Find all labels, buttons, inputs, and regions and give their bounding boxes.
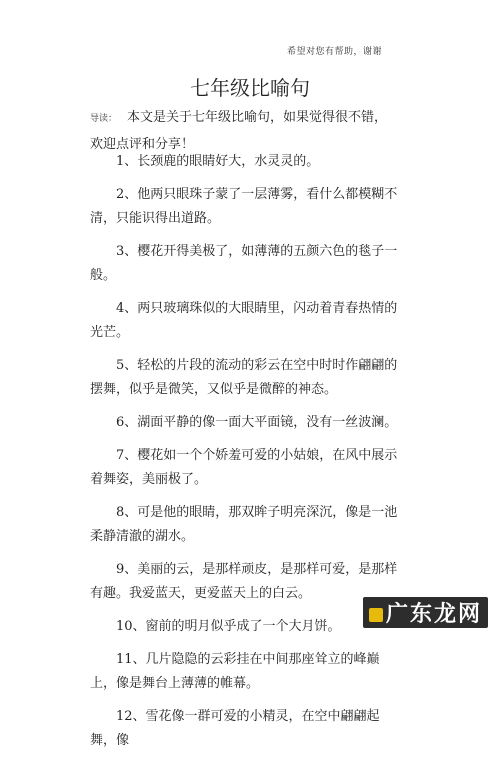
simile-list <box>90 150 400 762</box>
list-item: 3、樱花开得美极了，如薄薄的五颜六色的毯子一般。 <box>90 244 398 283</box>
page-title: 七年级比喻句 <box>190 76 310 100</box>
watermark-icon <box>369 608 383 622</box>
watermark-text: 广东龙网 <box>385 601 482 627</box>
list-item: 10、窗前的明月似乎成了一个大月饼。 <box>116 619 341 634</box>
list-item: 9、美丽的云，是那样顽皮，是那样可爱，是那样有趣。我爱蓝天，更爱蓝天上的白云。 <box>90 562 398 601</box>
list-item: 11、几片隐隐的云彩挂在中间那座耸立的峰巅上，像是舞台上薄薄的帷幕。 <box>90 652 380 691</box>
intro-label: 导读： <box>90 114 118 124</box>
list-item: 8、可是他的眼睛，那双眸子明亮深沉，像是一池柔静清澈的湖水。 <box>90 505 398 544</box>
list-item: 1、长颈鹿的眼睛好大，水灵灵的。 <box>116 154 320 169</box>
list-item: 4、两只玻璃珠似的大眼睛里，闪动着青春热情的光芒。 <box>90 301 398 340</box>
list-item: 2、他两只眼珠子蒙了一层薄雾，看什么都模糊不清，只能识得出道路。 <box>90 187 398 226</box>
list-item: 12、雪花像一群可爱的小精灵，在空中翩翩起舞，像 <box>90 709 380 748</box>
intro-text: 本文是关于七年级比喻句，如果觉得很不错，欢迎点评和分享！ <box>90 110 388 152</box>
watermark-logo <box>361 595 490 630</box>
list-item: 5、轻松的片段的流动的彩云在空中时时作翩翩的摆舞，似乎是微笑，又似乎是微醉的神态。 <box>90 358 398 397</box>
list-item: 7、樱花如一个个娇羞可爱的小姑娘，在风中展示着舞姿，美丽极了。 <box>90 448 398 487</box>
list-item: 6、湖面平静的像一面大平面镜，没有一丝波澜。 <box>116 415 398 430</box>
header-note: 希望对您有帮助，谢谢 <box>286 47 382 57</box>
